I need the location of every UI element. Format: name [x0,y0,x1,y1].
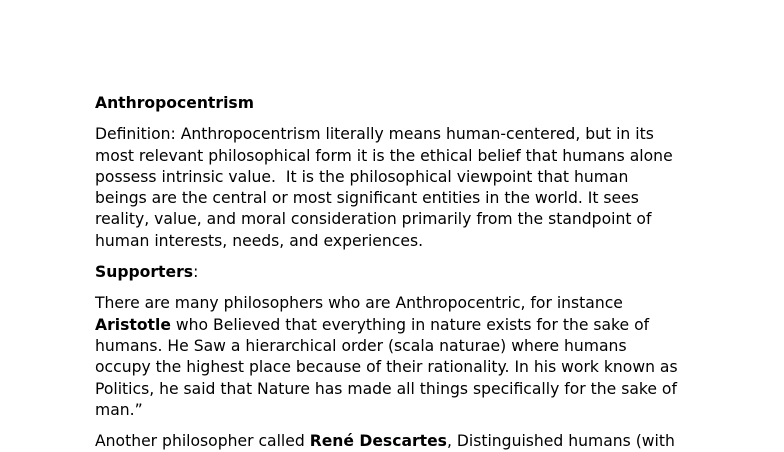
descartes-line-rest: , Distinguished humans (with [446,432,675,451]
definition-line: human interests, needs, and experiences. [95,231,424,250]
supporters-heading: Supporters [95,263,194,282]
supporters-line: man.” [95,400,143,419]
supporters-heading-line [95,262,695,283]
definition-line: reality, value, and moral consideration primarily from the standpoint of [95,210,652,229]
supporters-line: occupy the highest place because of their rationality. In his work known as [95,358,678,377]
definition-line: beings are the central or most significant entities in the world. It sees [95,189,639,208]
supporters-line: There are many philosophers who are Anthropocentric, for instance [95,294,623,313]
definition-line: most relevant philosophical form it is the ethical belief that humans alone [95,146,673,165]
descartes-line-start: Another philosopher called [95,432,310,451]
definition-paragraph [95,124,695,252]
aristotle-name: Aristotle [95,315,171,334]
supporters-line: humans. He Saw a hierarchical order (scala naturae) where humans [95,336,627,355]
descartes-name: René Descartes [309,432,447,451]
document-title: Anthropocentrism [95,94,254,112]
supporters-line: Politics, he said that Nature has made all things specifically for the sake of [95,379,677,398]
supporters-paragraph [95,293,695,421]
supporters-colon: : [193,263,199,282]
descartes-paragraph [95,431,695,452]
document-body [95,93,695,452]
definition-line: Definition: Anthropocentrism literally means human-centered, but in its [95,125,654,144]
supporters-line: who Believed that everything in nature exists for the sake of [170,315,650,334]
definition-line: possess intrinsic value. It is the philosophical viewpoint that human [95,167,629,186]
